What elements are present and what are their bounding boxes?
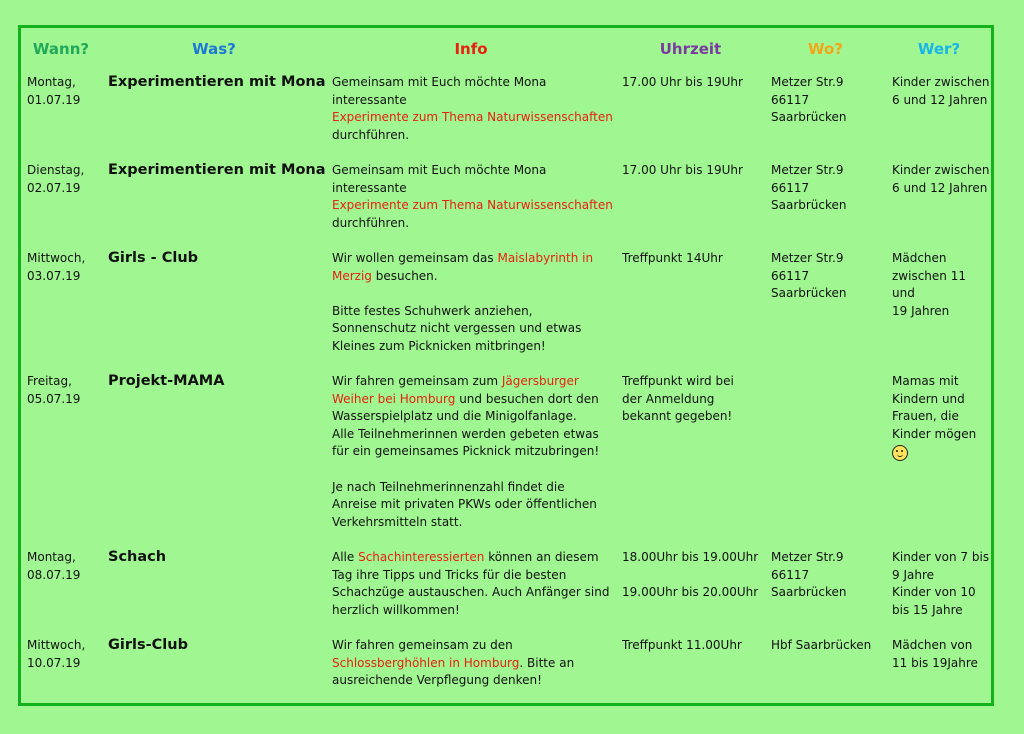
smiley-icon (892, 445, 908, 461)
cell-wer: Kinder zwischen 6 und 12 Jahren (892, 75, 990, 107)
cell-wann: Dienstag, 02.07.19 (27, 163, 85, 195)
cell-wo: Metzer Str.9 66117 Saarbrücken (771, 550, 847, 600)
cell-was: Projekt-MAMA (108, 373, 225, 389)
cell-was: Girls - Club (108, 250, 199, 266)
cell-wer: Mädchen zwischen 11 und 19 Jahren (892, 251, 966, 318)
header-was: Was? (192, 39, 236, 58)
table-row (20, 248, 992, 371)
cell-uhrzeit: 17.00 Uhr bis 19Uhr (622, 163, 743, 177)
header-wann: Wann? (32, 39, 90, 58)
cell-was: Experimentieren mit Mona (108, 162, 326, 178)
header-wer: Wer? (917, 39, 961, 58)
cell-uhrzeit: 18.00Uhr bis 19.00Uhr 19.00Uhr bis 20.00Uhr (622, 550, 759, 600)
header-info: Info (454, 39, 488, 58)
cell-info: Gemeinsam mit Euch möchte Mona interessante Experimente zum Thema Naturwissenschaften durchführen. (332, 75, 613, 142)
cell-was: Experimentieren mit Mona (108, 74, 326, 90)
table-row (20, 635, 992, 705)
cell-info: Wir fahren gemeinsam zum Jägersburger Weiher bei Homburg und besuchen dort den Wasserspielplatz und die Minigolfanlage. Alle Teilnehmerinnen werden gebeten etwas für ein gemeinsames Picknick mitzubringen! Je nach Teilnehmerinnenzahl findet die Anreise mit privaten PKWs oder öffentlichen Verkehrsmitteln statt. (332, 374, 600, 529)
cell-info: Alle Schachinteressierten können an diesem Tag ihre Tipps und Tricks für die besten Schachzüge austauschen. Auch Anfänger sind herzlich willkommen! (332, 550, 610, 617)
header-uhrzeit: Uhrzeit (659, 39, 722, 58)
cell-info: Wir wollen gemeinsam das Maislabyrinth in Merzig besuchen. Bitte festes Schuhwerk anziehen, Sonnenschutz nicht vergessen und etwas Kleines zum Picknicken mitbringen! (332, 251, 594, 353)
cell-wo: Metzer Str.9 66117 Saarbrücken (771, 251, 847, 301)
table-row (20, 160, 992, 248)
cell-wer: Kinder von 7 bis 9 Jahre Kinder von 10 bis 15 Jahre (892, 550, 990, 617)
schedule-table (20, 27, 992, 705)
cell-wann: Freitag, 05.07.19 (27, 374, 81, 406)
cell-uhrzeit: Treffpunkt 11.00Uhr (622, 638, 742, 652)
cell-wo: Metzer Str.9 66117 Saarbrücken (771, 75, 847, 125)
cell-was: Girls-Club (108, 637, 188, 653)
cell-info: Gemeinsam mit Euch möchte Mona interessante Experimente zum Thema Naturwissenschaften durchführen. (332, 163, 613, 230)
cell-uhrzeit: Treffpunkt 14Uhr (622, 251, 723, 265)
cell-uhrzeit: Treffpunkt wird bei der Anmeldung bekannt gegeben! (622, 374, 734, 424)
cell-wann: Montag, 01.07.19 (27, 75, 81, 107)
header-row (20, 27, 992, 72)
cell-wer: Mamas mit Kindern und Frauen, die Kinder mögen (886, 371, 992, 547)
cell-was: Schach (108, 549, 167, 565)
cell-wo (765, 371, 886, 547)
cell-wann: Mittwoch, 03.07.19 (27, 251, 86, 283)
cell-wann: Montag, 08.07.19 (27, 550, 81, 582)
table-row (20, 547, 992, 635)
cell-wann: Mittwoch, 10.07.19 (27, 638, 86, 670)
table-row (20, 371, 992, 547)
cell-uhrzeit: 17.00 Uhr bis 19Uhr (622, 75, 743, 89)
table-row (20, 72, 992, 160)
cell-info: Wir fahren gemeinsam zu den Schlossberghöhlen in Homburg. Bitte an ausreichende Verpflegung denken! (332, 638, 575, 688)
header-wo: Wo? (807, 39, 844, 58)
cell-wo: Hbf Saarbrücken (771, 638, 872, 652)
cell-wer: Kinder zwischen 6 und 12 Jahren (892, 163, 990, 195)
cell-wer: Mädchen von 11 bis 19Jahre (892, 638, 978, 670)
cell-wo: Metzer Str.9 66117 Saarbrücken (771, 163, 847, 213)
